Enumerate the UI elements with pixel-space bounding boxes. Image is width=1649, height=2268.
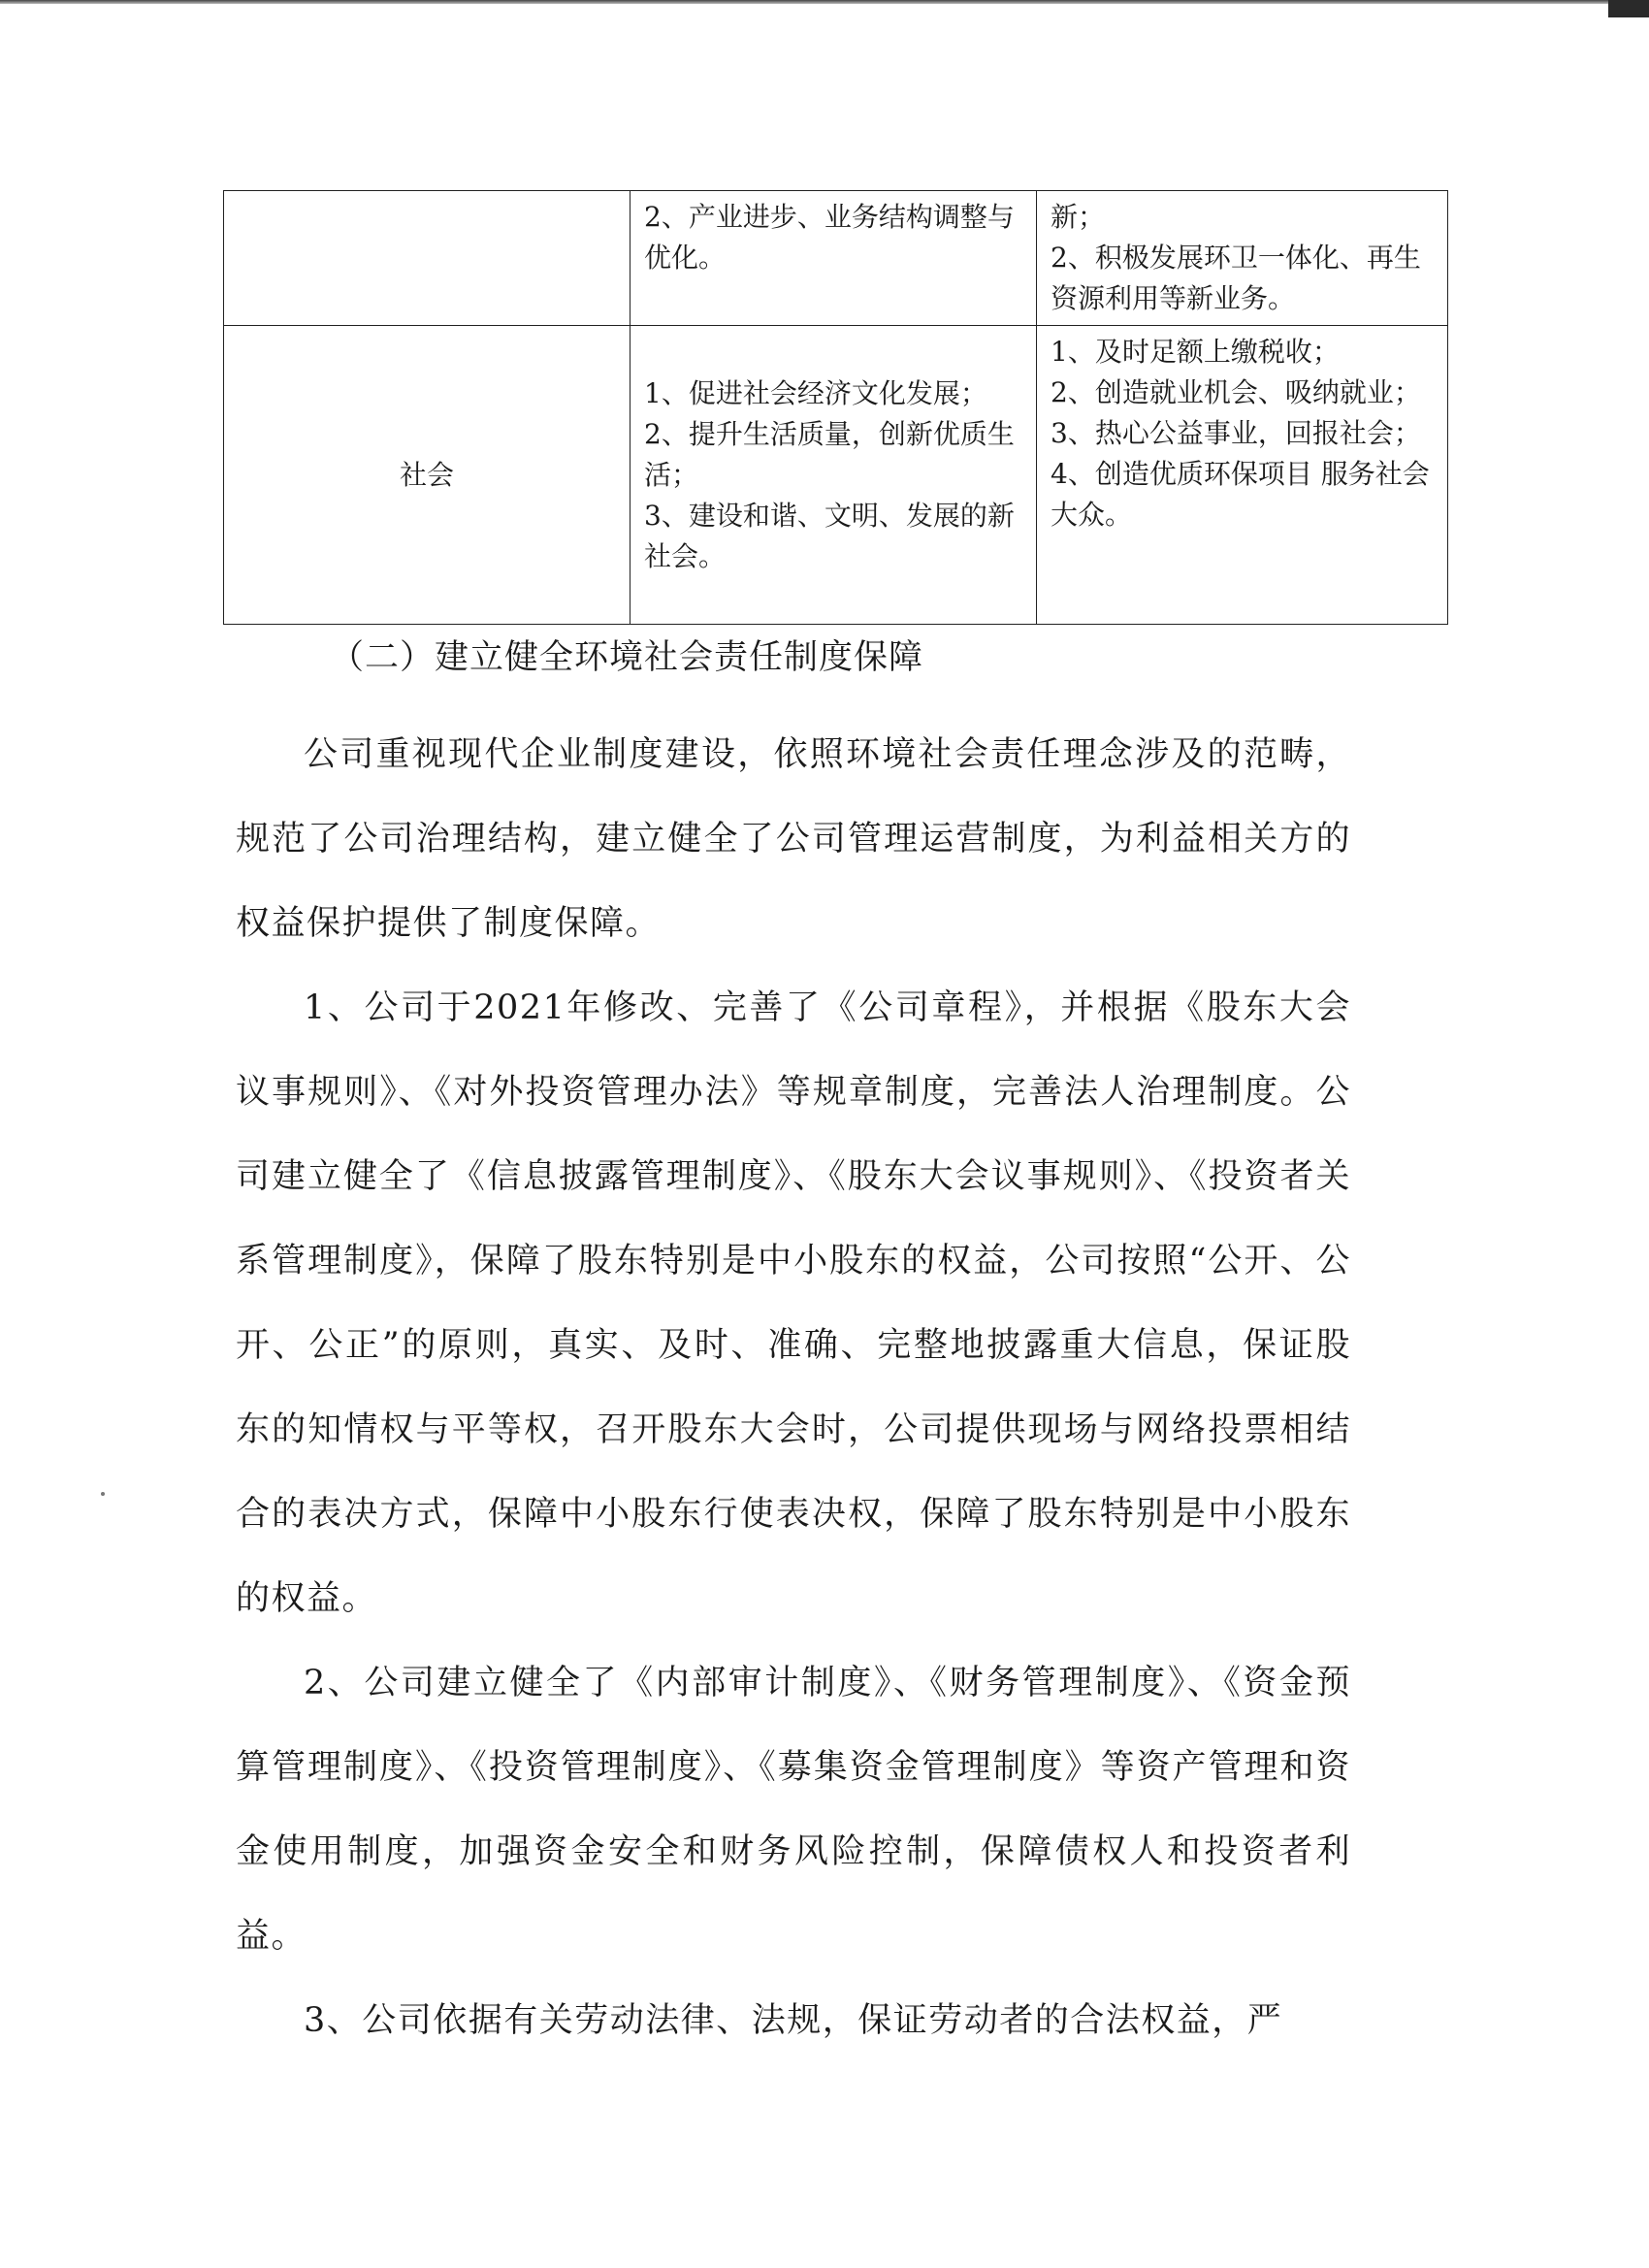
measure-item: 2、积极发展环卫一体化、再生资源利用等新业务。 (1051, 242, 1421, 314)
section-heading: （二）建立健全环境社会责任制度保障 (330, 638, 924, 677)
goals-cell (630, 191, 1037, 326)
measure-item: 3、热心公益事业，回报社会； (1051, 417, 1421, 449)
body-text (236, 713, 1351, 2063)
measure-item: 2、创造就业机会、吸纳就业； (1051, 376, 1421, 408)
scan-edge-top (0, 0, 1649, 4)
table-row (224, 326, 1448, 625)
scan-edge-corner (1608, 0, 1649, 17)
paragraph: 1、公司于2021年修改、完善了《公司章程》，并根据《股东大会议事规则》、《对外投资管理办法》等规章制度，完善法人治理制度。公司建立健全了《信息披露管理制度》、《股东大会议事规则》、《投资者关系管理制度》，保障了股东特别是中小股东的权益，公司按照“公开、公开、公正”的原则，真实、及时、准确、完整地披露重大信息，保证股东的知情权与平等权，召开股东大会时，公司提供现场与网络投票相结合的表决方式，保障中小股东行使表决权，保障了股东特别是中小股东的权益。 (236, 988, 1351, 1618)
goal-item: 2、产业进步、业务结构调整与优化。 (644, 201, 1015, 274)
table-row (224, 191, 1448, 326)
measures-cell (1037, 326, 1448, 625)
stakeholder-table (223, 190, 1448, 625)
goal-item: 3、建设和谐、文明、发展的新社会。 (644, 499, 1015, 572)
stakeholder-cell (224, 191, 630, 326)
paragraph: 2、公司建立健全了《内部审计制度》、《财务管理制度》、《资金预算管理制度》、《投资管理制度》、《募集资金管理制度》等资产管理和资金使用制度，加强资金安全和财务风险控制，保障债权人和投资者利益。 (236, 1664, 1351, 1956)
goal-item: 2、提升生活质量，创新优质生活； (644, 417, 1015, 491)
measures-cell (1037, 191, 1448, 326)
measure-item: 1、及时足额上缴税收； (1051, 336, 1340, 368)
scan-speck (101, 1492, 105, 1496)
paragraph: 3、公司依据有关劳动法律、法规，保证劳动者的合法权益，严 (304, 2001, 1283, 2040)
goals-cell (630, 326, 1037, 625)
paragraph: 公司重视现代企业制度建设，依照环境社会责任理念涉及的范畴，规范了公司治理结构，建立健全了公司管理运营制度，为利益相关方的权益保护提供了制度保障。 (236, 735, 1351, 943)
goal-item: 1、促进社会经济文化发展； (644, 376, 987, 409)
measure-item: 新； (1051, 201, 1106, 233)
measure-item: 4、创造优质环保项目 服务社会大众。 (1051, 458, 1430, 531)
stakeholder-cell: 社会 (224, 326, 630, 625)
